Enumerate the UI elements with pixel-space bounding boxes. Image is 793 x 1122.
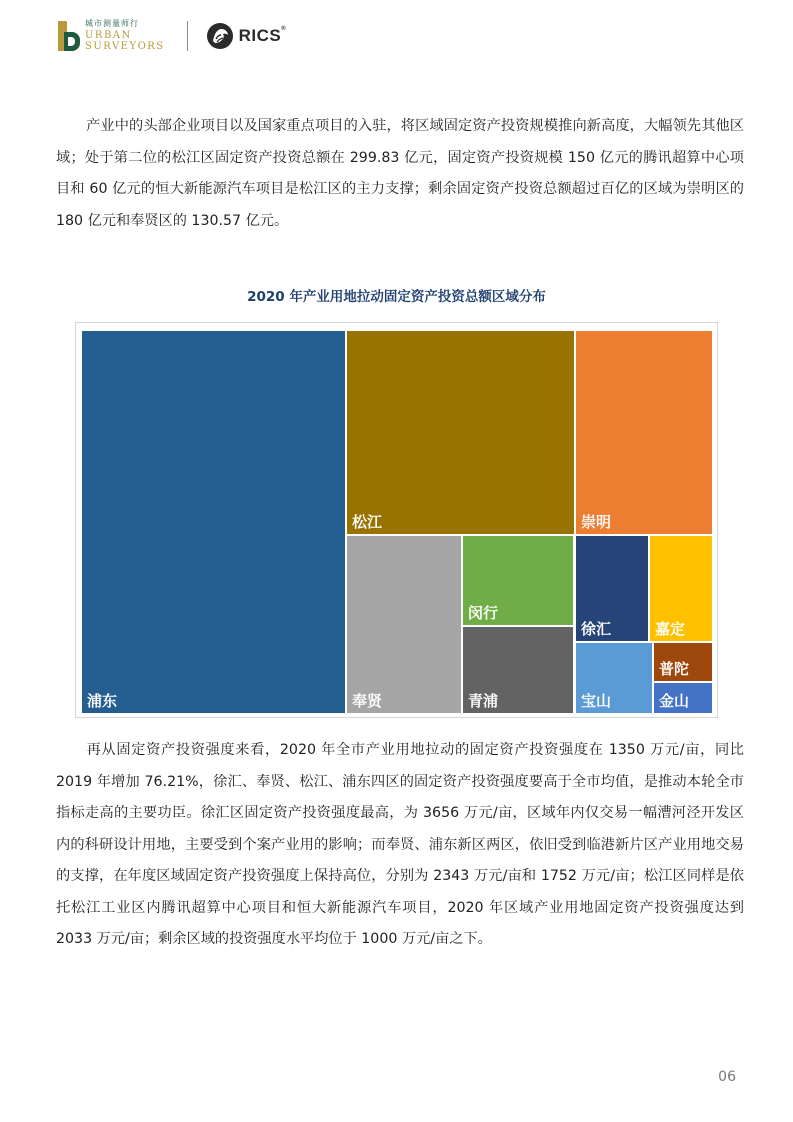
- treemap-tile-label: 松江: [352, 513, 383, 531]
- chart-title: 2020 年产业用地拉动固定资产投资总额区域分布: [247, 289, 546, 305]
- treemap-tile: [463, 627, 573, 713]
- header-divider: [187, 21, 188, 51]
- treemap-tile: [463, 536, 573, 625]
- treemap-tile-label: 浦东: [87, 692, 118, 710]
- treemap-tile: [576, 643, 652, 713]
- rics-logo: [206, 22, 287, 50]
- treemap-tile-label: 青浦: [468, 692, 499, 710]
- treemap-tile-label: 奉贤: [352, 692, 383, 710]
- paragraph-2-text: 再从固定资产投资强度来看，2020 年全市产业用地拉动的固定资产投资强度在 1350 万元/亩，同比 2019 年增加 76.21%，徐汇、奉贤、松江、浦东四区的固定资产投资强度要高于全市均值，是推动本轮全市指标走高的主要功臣。徐汇区固定资产投资强度最高，为 3656 万元/亩，区域年内仅交易一幅漕河泾开发区内的科研设计用地，主要受到个案产业用的影响；而奉贤、浦东新区两区，依旧受到临港新片区产业用地交易的支撑，在年度区域固定资产投资强度上保持高位，分别为 2343 万元/亩和 1752 万元/亩；松江区同样是依托松江工业区内腾讯超算中心项目和恒大新能源汽车项目，2020 年区域产业用地固定资产投资强度达到 2033 万元/亩；剩余区域的投资强度水平均位于 1000 万元/亩之下。: [56, 742, 744, 947]
- treemap-tile-label: 徐汇: [581, 620, 612, 638]
- body-paragraph-2: [56, 735, 744, 956]
- org-name-cn: 城市测量师行: [85, 19, 139, 28]
- page-number: 06: [718, 1069, 736, 1085]
- page-header: [58, 16, 286, 56]
- treemap-tile-label: 普陀: [659, 660, 690, 678]
- treemap-chart: [75, 322, 718, 718]
- treemap-tile: [576, 331, 712, 534]
- treemap-tile: [654, 683, 712, 713]
- treemap-tile-label: 闵行: [468, 604, 499, 622]
- org-name-en-line2: SURVEYORS: [85, 41, 165, 52]
- org-name-en-line1: URBAN: [85, 30, 132, 41]
- treemap-tile-label: 宝山: [581, 692, 612, 710]
- treemap-tile: [347, 536, 461, 713]
- treemap-tile: [654, 643, 712, 681]
- rics-lion-icon: [206, 22, 234, 50]
- paragraph-1-text: 产业中的头部企业项目以及国家重点项目的入驻，将区域固定资产投资规模推向新高度，大幅领先其他区域；处于第二位的松江区固定资产投资总额在 299.83 亿元，固定资产投资规模 150 亿元的腾讯超算中心项目和 60 亿元的恒大新能源汽车项目是松江区的主力支撑；剩余固定资产投资总额超过百亿的区域为崇明区的 180 亿元和奉贤区的 130.57 亿元。: [56, 118, 744, 229]
- treemap-tile: [347, 331, 574, 534]
- treemap-tile: [650, 536, 712, 641]
- treemap-tile: [82, 331, 345, 713]
- treemap-tile: [576, 536, 648, 641]
- urban-surveyors-logo-text: [85, 20, 165, 52]
- body-paragraph-1: [56, 111, 744, 237]
- treemap-tile-label: 崇明: [581, 513, 612, 531]
- urban-surveyors-logo-icon: [58, 21, 80, 51]
- rics-wordmark: RICS®: [238, 26, 287, 45]
- treemap-tile-label: 金山: [659, 692, 690, 710]
- treemap-tile-label: 嘉定: [655, 620, 686, 638]
